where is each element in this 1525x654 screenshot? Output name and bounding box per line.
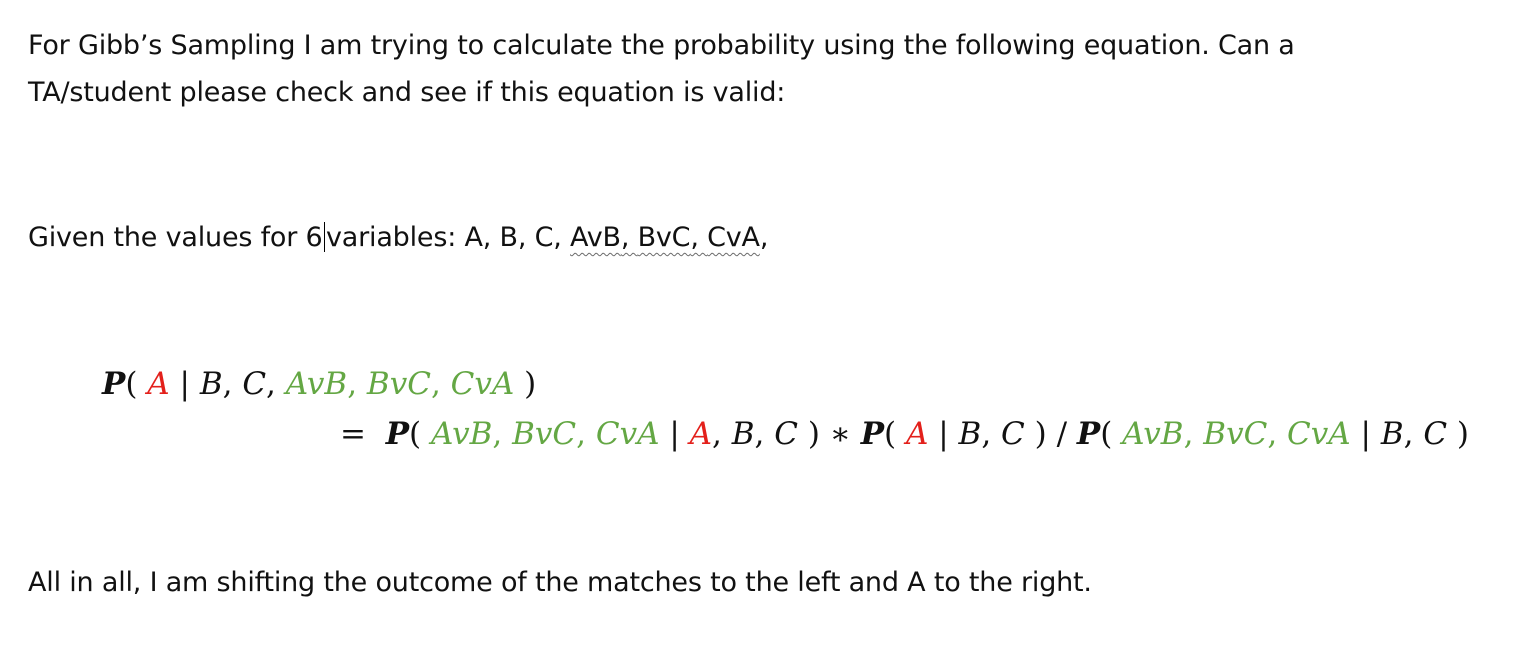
prob-symbol: P bbox=[385, 416, 410, 452]
given-middle: variables: A, B, C, bbox=[326, 222, 571, 253]
equals-sign: = bbox=[340, 416, 366, 452]
var-a: A bbox=[689, 416, 713, 452]
var-avb: AvB bbox=[430, 416, 493, 452]
divide-operator: / bbox=[1046, 416, 1077, 452]
given-bar: | bbox=[169, 366, 200, 402]
comma: , bbox=[347, 366, 367, 402]
given-prefix: Given the values for 6 bbox=[28, 222, 323, 253]
comma: , bbox=[1183, 416, 1204, 452]
equation-line-1 bbox=[102, 366, 536, 402]
comma: , bbox=[981, 416, 1002, 452]
var-bvc: BvC bbox=[512, 416, 577, 452]
var-bvc: BvC bbox=[366, 366, 431, 402]
var-c: C bbox=[242, 366, 267, 402]
paren-open: ( bbox=[1100, 416, 1123, 452]
var-c: C bbox=[1001, 416, 1025, 452]
comma: , bbox=[222, 366, 243, 402]
spellcheck-word-bvc[interactable]: BvC bbox=[637, 222, 691, 253]
var-bvc: BvC bbox=[1203, 416, 1268, 452]
var-a: A bbox=[147, 366, 170, 402]
paren-close: ) bbox=[1024, 416, 1047, 452]
intro-line-2: TA/student please check and see if this equation is valid: bbox=[28, 77, 786, 108]
spellcheck-separator-2: , bbox=[690, 222, 708, 253]
paren-open: ( bbox=[884, 416, 906, 452]
times-operator: ∗ bbox=[819, 416, 861, 452]
given-bar: | bbox=[928, 416, 959, 452]
prob-symbol: P bbox=[1076, 416, 1101, 452]
paren-open: ( bbox=[125, 366, 148, 402]
comma: , bbox=[712, 416, 732, 452]
var-c: C bbox=[774, 416, 798, 452]
intro-line-1: For Gibb’s Sampling I am trying to calculate the probability using the following equation. Can a bbox=[28, 30, 1295, 61]
comma: , bbox=[576, 416, 596, 452]
given-tail: , bbox=[759, 222, 769, 253]
given-bar: | bbox=[1350, 416, 1381, 452]
comma: , bbox=[492, 416, 513, 452]
equation-line-2 bbox=[340, 416, 1469, 452]
var-avb: AvB bbox=[285, 366, 348, 402]
comma: , bbox=[430, 366, 451, 402]
var-c: C bbox=[1423, 416, 1448, 452]
prob-symbol: P bbox=[860, 416, 885, 452]
var-cva: CvA bbox=[595, 416, 660, 452]
prob-symbol: P bbox=[102, 366, 126, 402]
var-avb: AvB bbox=[1122, 416, 1184, 452]
comma: , bbox=[1403, 416, 1424, 452]
paren-close: ) bbox=[514, 366, 537, 402]
comma: , bbox=[1267, 416, 1288, 452]
paren-close: ) bbox=[797, 416, 820, 452]
intro-paragraph bbox=[28, 22, 1295, 116]
text-cursor bbox=[324, 222, 326, 252]
var-b: B bbox=[731, 416, 755, 452]
var-b: B bbox=[958, 416, 982, 452]
comma: , bbox=[266, 366, 286, 402]
spellcheck-separator-1: , bbox=[620, 222, 638, 253]
closing-paragraph: All in all, I am shifting the outcome of the matches to the left and A to the right. bbox=[28, 567, 1092, 598]
var-a: A bbox=[905, 416, 929, 452]
paren-close: ) bbox=[1447, 416, 1469, 452]
var-b: B bbox=[1380, 416, 1404, 452]
var-b: B bbox=[199, 366, 223, 402]
paren-open: ( bbox=[409, 416, 431, 452]
var-cva: CvA bbox=[450, 366, 515, 402]
var-cva: CvA bbox=[1287, 416, 1351, 452]
comma: , bbox=[754, 416, 775, 452]
spellcheck-word-cva[interactable]: CvA bbox=[707, 222, 760, 253]
given-bar: | bbox=[659, 416, 690, 452]
spellcheck-word-avb[interactable]: AvB bbox=[570, 222, 621, 253]
given-variables-paragraph bbox=[28, 218, 768, 258]
